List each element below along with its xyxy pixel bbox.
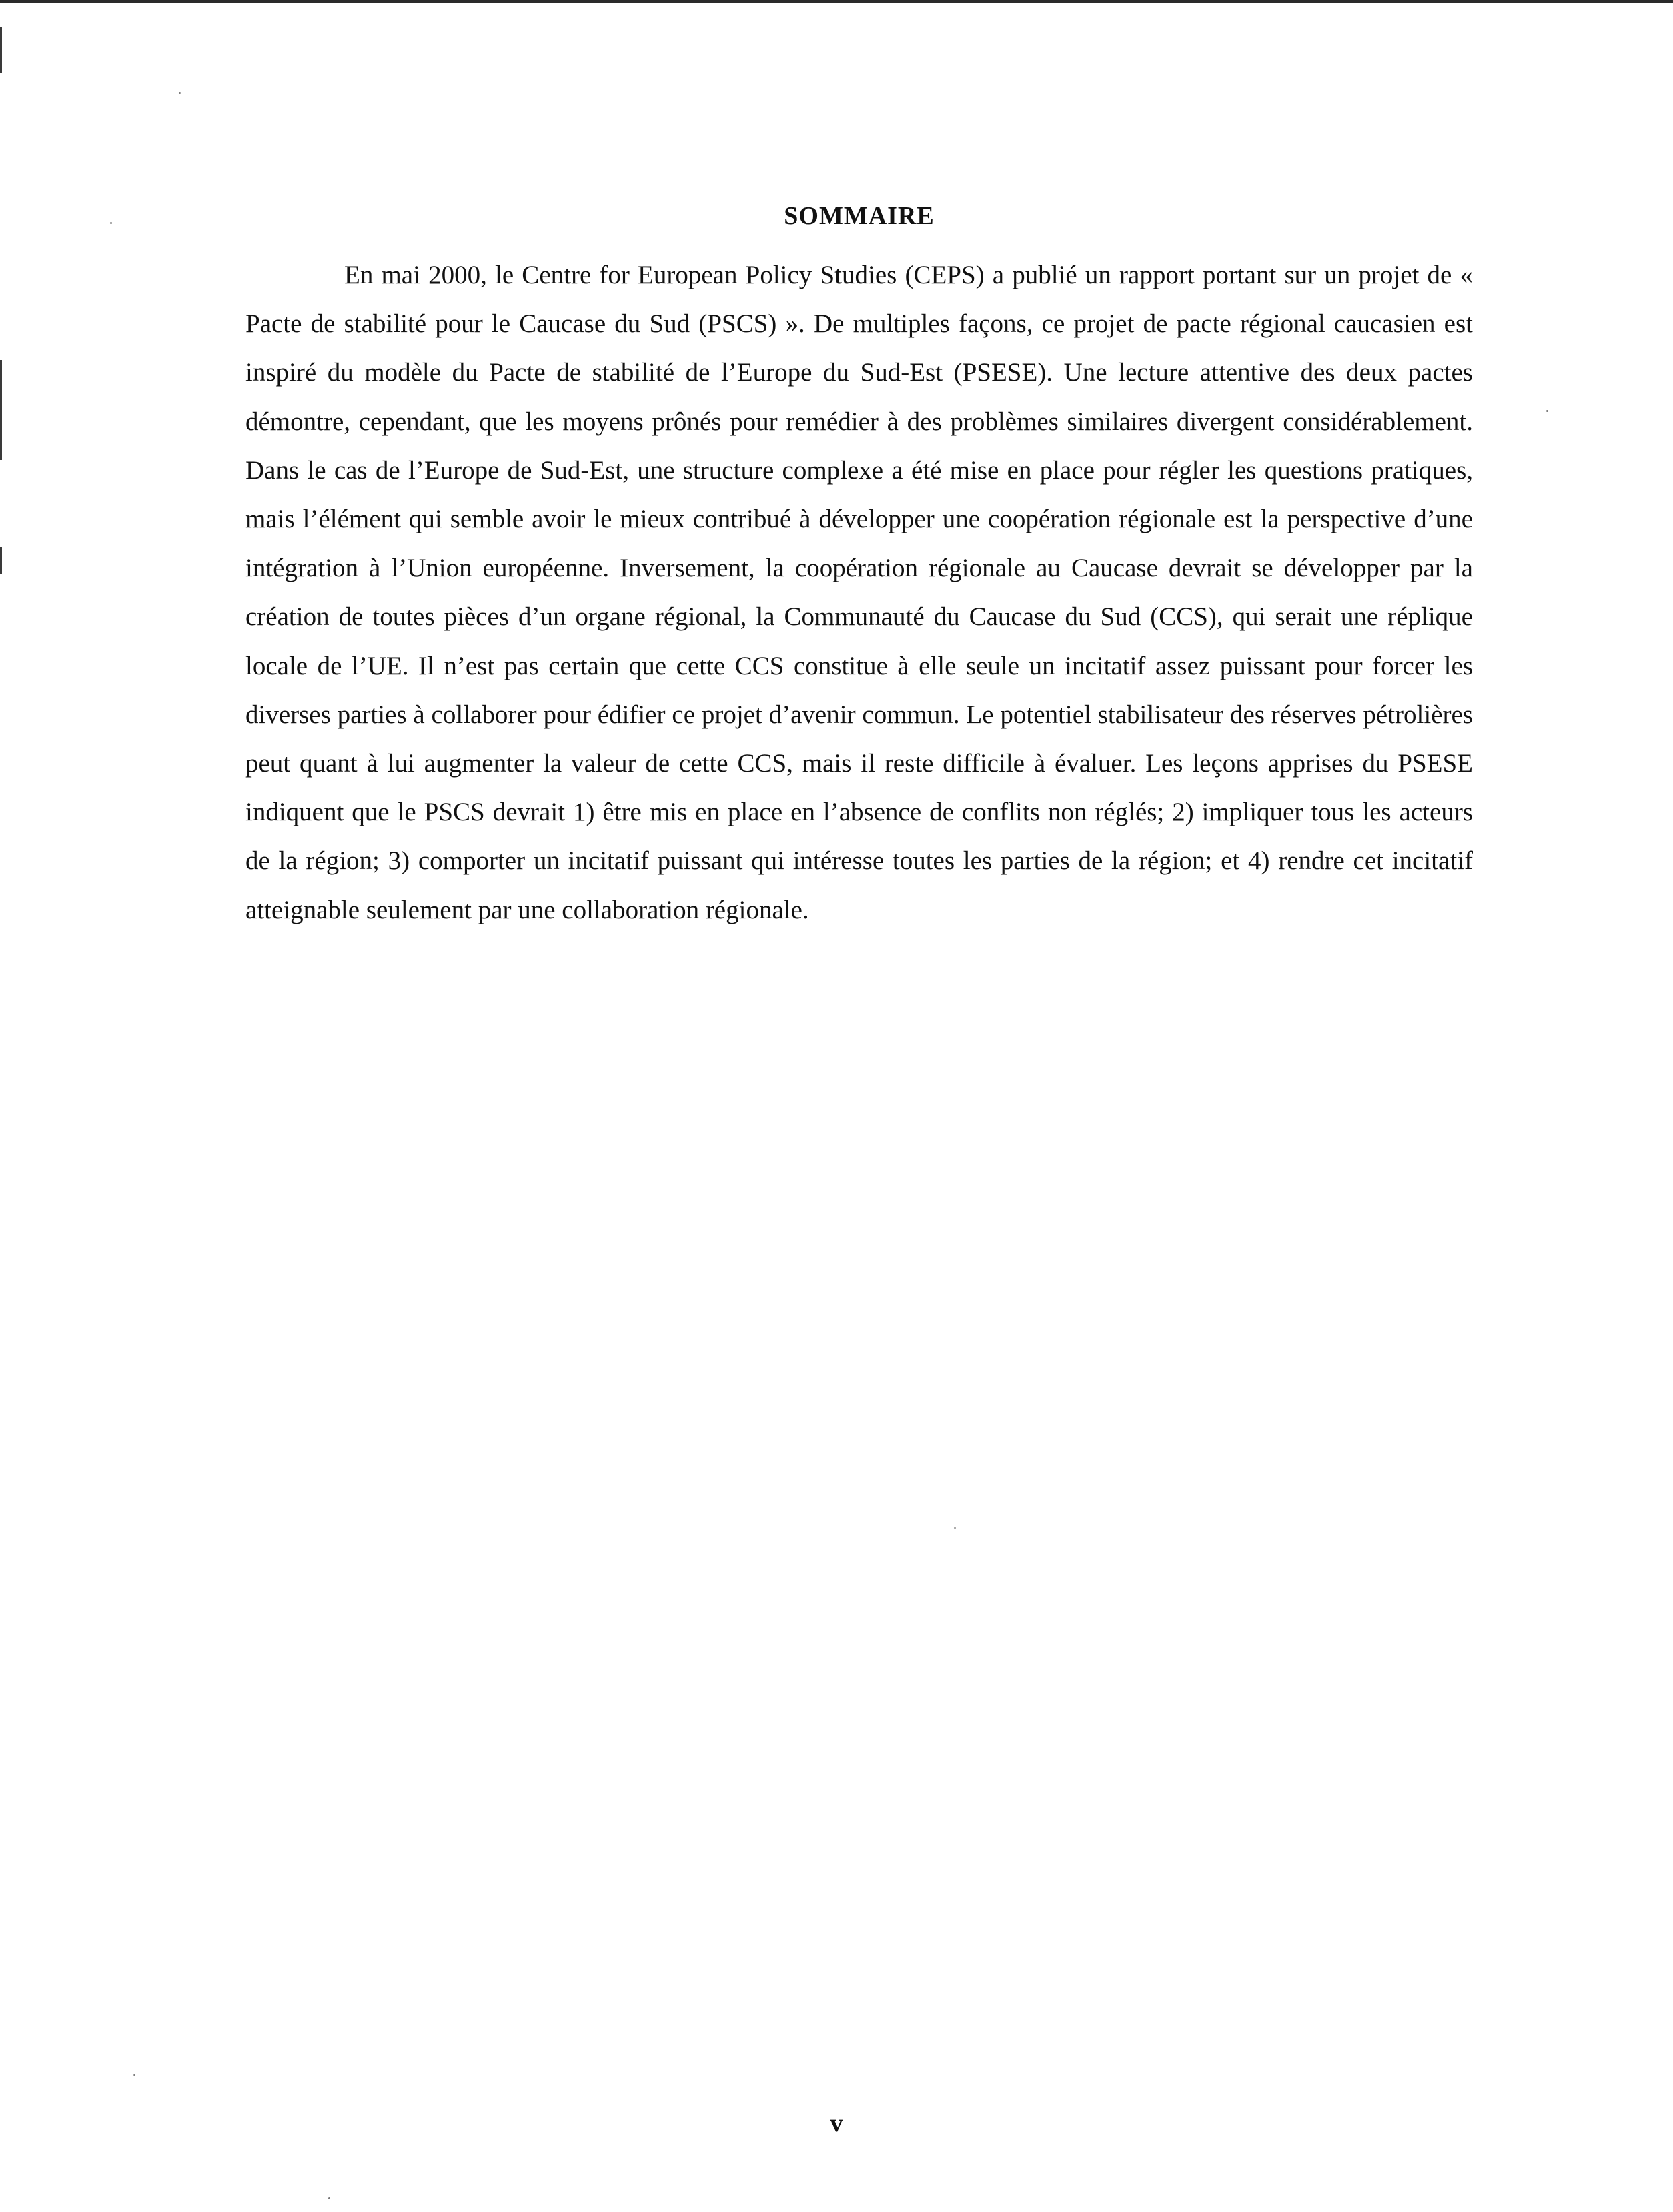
- scan-top-edge: [0, 0, 1673, 3]
- scan-speck: [328, 2197, 330, 2199]
- page-number: v: [830, 2109, 843, 2137]
- scan-speck: [133, 2074, 135, 2076]
- scan-speck: [179, 92, 181, 94]
- document-heading: SOMMAIRE: [784, 202, 935, 230]
- document-page: [245, 200, 1473, 934]
- scan-speck: [1546, 410, 1548, 412]
- scan-speck: [954, 1527, 956, 1529]
- scan-left-mark: [0, 547, 2, 574]
- scan-speck: [110, 222, 112, 224]
- summary-paragraph: En mai 2000, le Centre for European Policy Studies (CEPS) a publié un rapport portant sur un projet de « Pacte de stabilité pour le Caucase du Sud (PSCS) ». De multiples façons, ce projet de pacte régional caucasien est inspiré du modèle du Pacte de stabilité de l’Europe du Sud-Est (PSESE). Une lecture attentive des deux pactes démontre, cependant, que les moyens prônés pour remédier à des problèmes similaires divergent considérablement. Dans le cas de l’Europe de Sud-Est, une structure complexe a été mise en place pour régler les questions pratiques, mais l’élément qui semble avoir le mieux contribué à développer une coopération régionale est la perspective d’une intégration à l’Union européenne. Inversement, la coopération régionale au Caucase devrait se développer par la création de toutes pièces d’un organe régional, la Communauté du Caucase du Sud (CCS), qui serait une réplique locale de l’UE. Il n’est pas certain que cette CCS constitue à elle seule un incitatif assez puissant pour forcer les diverses parties à collaborer pour édifier ce projet d’avenir commun. Le potentiel stabilisateur des réserves pétrolières peut quant à lui augmenter la valeur de cette CCS, mais il reste difficile à évaluer. Les leçons apprises du PSESE indiquent que le PSCS devrait 1) être mis en place en l’absence de conflits non réglés; 2) impliquer tous les acteurs de la région; 3) comporter un incitatif puissant qui intéresse toutes les parties de la région; et 4) rendre cet incitatif atteignable seulement par une collaboration régionale.: [245, 261, 1473, 924]
- scan-left-mark: [0, 360, 2, 460]
- scan-left-mark: [0, 27, 2, 73]
